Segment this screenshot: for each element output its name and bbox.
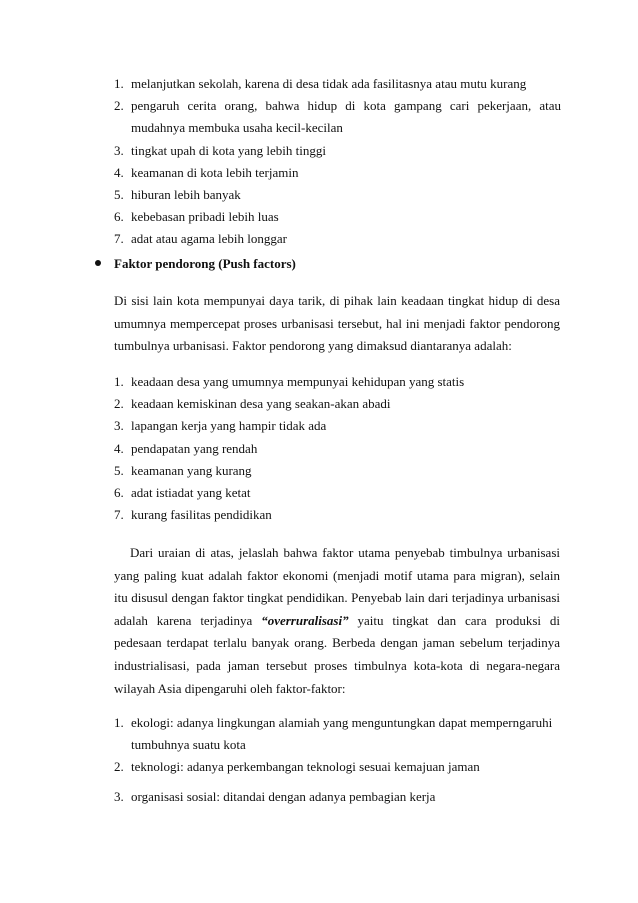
- list-item: 4. pendapatan yang rendah: [114, 440, 258, 456]
- list-item: 1. melanjutkan sekolah, karena di desa tidak ada fasilitasnya atau mutu kurang: [114, 76, 527, 91]
- pull-factors-list: [114, 73, 561, 251]
- list-item: 3. tingkat upah di kota yang lebih tinggi: [114, 142, 326, 158]
- list-item: 4. keamanan di kota lebih terjamin: [114, 164, 299, 180]
- list-item: 7. adat atau agama lebih longgar: [114, 231, 287, 247]
- list-item: 6. adat istiadat yang ketat: [114, 485, 251, 501]
- list-item: 3. lapangan kerja yang hampir tidak ada: [114, 418, 327, 434]
- paragraph: Dari uraian di atas, jelaslah bahwa faktor utama penyebab timbulnya urbanisasi yang paling kuat adalah faktor ekonomi (menjadi motif utama para migran), selain itu disusul dengan faktor tingkat pendidikan. Penyebab lain dari terjadinya urbanisasi adalah karena terjadinya “overruralisasi” yaitu tingkat dan cara produksi di pedesaan terdapat terlalu banyak orang. Berbeda dengan jaman sebelum terjadinya industrialisasi, pada jaman tersebut proses timbulnya kota-kota di negara-negara wilayah Asia dipengaruhi oleh faktor-faktor:: [114, 545, 560, 696]
- factors-list: [114, 712, 561, 808]
- list-item: 2. pengaruh cerita orang, bahwa hidup di kota gampang cari pekerjaan, atau mudahnya membuka usaha kecil-kecilan: [114, 98, 561, 136]
- list-item: 5. hiburan lebih banyak: [114, 187, 241, 203]
- list-item: 1. keadaan desa yang umumnya mempunyai kehidupan yang statis: [114, 374, 465, 389]
- emphasis: “overruralisasi”: [261, 612, 349, 628]
- bullet-icon: [95, 260, 101, 266]
- paragraph: Di sisi lain kota mempunyai daya tarik, di pihak lain keadaan tingkat hidup di desa umumnya mempercepat proses urbanisasi tersebut, hal ini menjadi faktor pendorong tumbulnya urbanisasi. Faktor pendorong yang dimaksud diantaranya adalah:: [114, 293, 560, 354]
- list-item: 2. keadaan kemiskinan desa yang seakan-akan abadi: [114, 396, 391, 412]
- list-item: 7. kurang fasilitas pendidikan: [114, 507, 272, 523]
- list-item: 1. ekologi: adanya lingkungan alamiah yang menguntungkan dapat memperngaruhi tumbuhnya suatu kota: [114, 715, 553, 753]
- list-item: 3. organisasi sosial: ditandai dengan adanya pembagian kerja: [114, 788, 436, 804]
- push-factors-list: [114, 371, 561, 526]
- list-item: 2. teknologi: adanya perkembangan teknologi sesuai kemajuan jaman: [114, 759, 480, 775]
- list-item: 6. kebebasan pribadi lebih luas: [114, 209, 279, 225]
- list-item: 5. keamanan yang kurang: [114, 462, 252, 478]
- section-heading: Faktor pendorong (Push factors): [95, 253, 296, 275]
